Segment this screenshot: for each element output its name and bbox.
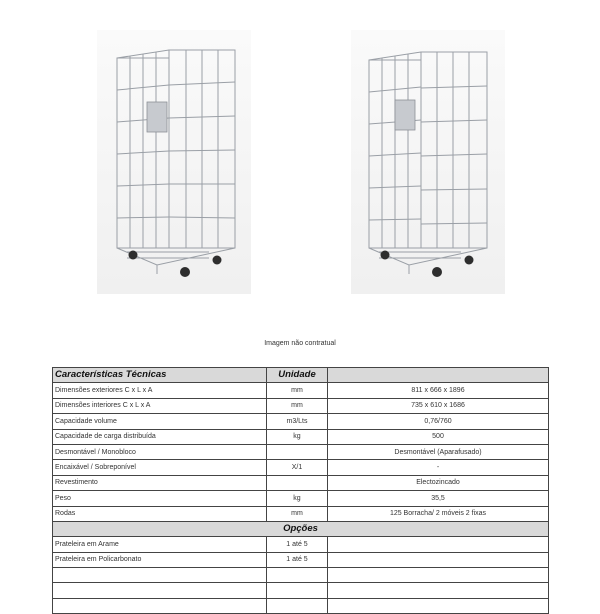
spec-value: 735 x 610 x 1686 [328, 398, 549, 413]
table-row [53, 475, 549, 490]
option-name [53, 583, 267, 598]
option-value [328, 568, 549, 583]
spec-name: Peso [53, 491, 267, 506]
table-row [53, 491, 549, 506]
options-row [53, 583, 549, 598]
spec-value: 35,5 [328, 491, 549, 506]
spec-name: Capacidade de carga distribuída [53, 429, 267, 444]
header-value [328, 368, 549, 383]
options-row [53, 537, 549, 552]
option-value [328, 598, 549, 613]
table-row [53, 506, 549, 521]
spec-name: Dimensões interiores C x L x A [53, 398, 267, 413]
spec-value: Electozincado [328, 475, 549, 490]
spec-name: Capacidade volume [53, 414, 267, 429]
spec-unit [267, 444, 328, 459]
spec-name: Dimensões exteriores C x L x A [53, 383, 267, 398]
spec-name: Revestimento [53, 475, 267, 490]
option-value [328, 552, 549, 567]
product-photo-closed [97, 30, 251, 294]
option-quantity [267, 568, 328, 583]
option-name: Prateleira em Arame [53, 537, 267, 552]
options-section-header [53, 521, 549, 536]
option-value [328, 583, 549, 598]
spec-value: 0,76/760 [328, 414, 549, 429]
roll-container-cage-open-side-icon [351, 30, 505, 294]
table-row [53, 444, 549, 459]
option-value [328, 537, 549, 552]
spec-unit [267, 475, 328, 490]
spec-name: Rodas [53, 506, 267, 521]
spec-value: 500 [328, 429, 549, 444]
spec-unit: m3/Lts [267, 414, 328, 429]
header-characteristics: Características Técnicas [53, 368, 267, 383]
table-header-row [53, 368, 549, 383]
option-name: Prateleira em Policarbonato [53, 552, 267, 567]
option-name [53, 568, 267, 583]
header-unit: Unidade [267, 368, 328, 383]
technical-specifications-table [52, 367, 549, 614]
spec-unit: kg [267, 429, 328, 444]
options-title: Opções [53, 521, 549, 536]
option-name [53, 598, 267, 613]
spec-value: - [328, 460, 549, 475]
spec-unit: X/1 [267, 460, 328, 475]
table-row [53, 460, 549, 475]
table-row [53, 398, 549, 413]
roll-container-cage-closed-icon [97, 30, 251, 294]
spec-unit: kg [267, 491, 328, 506]
option-quantity: 1 até 5 [267, 537, 328, 552]
spec-value: 811 x 666 x 1896 [328, 383, 549, 398]
spec-unit: mm [267, 383, 328, 398]
options-row [53, 568, 549, 583]
spec-unit: mm [267, 398, 328, 413]
table-row [53, 383, 549, 398]
options-row [53, 598, 549, 613]
table-row [53, 429, 549, 444]
spec-name: Encaixável / Sobreponível [53, 460, 267, 475]
option-quantity: 1 até 5 [267, 552, 328, 567]
spec-name: Desmontável / Monobloco [53, 444, 267, 459]
option-quantity [267, 598, 328, 613]
option-quantity [267, 583, 328, 598]
image-disclaimer-caption: Imagem não contratual [264, 340, 336, 347]
table-row [53, 414, 549, 429]
spec-value: Desmontável (Aparafusado) [328, 444, 549, 459]
product-photo-open-side [351, 30, 505, 294]
options-row [53, 552, 549, 567]
spec-value: 125 Borracha/ 2 móveis 2 fixas [328, 506, 549, 521]
spec-unit: mm [267, 506, 328, 521]
